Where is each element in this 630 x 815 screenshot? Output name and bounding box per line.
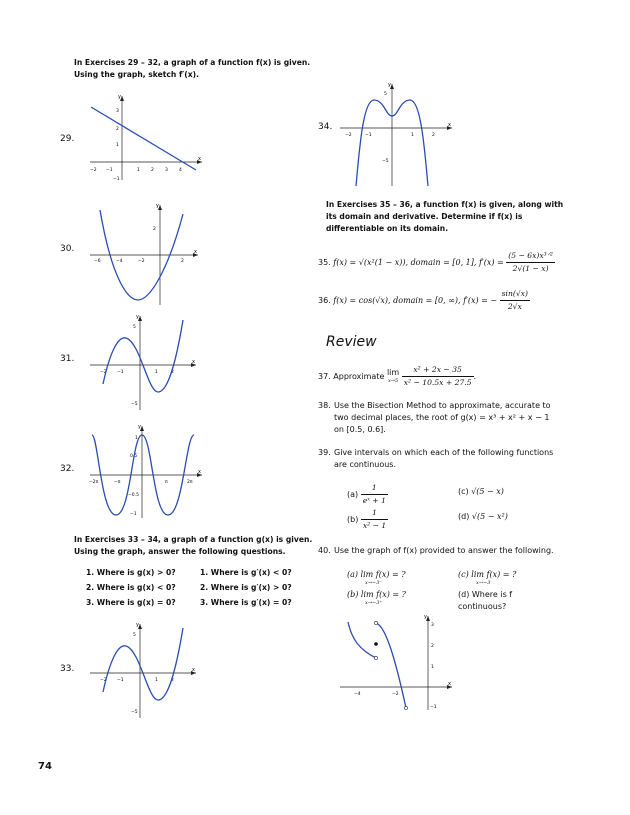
exercise-39d-expression: √(5 − x²) bbox=[471, 512, 508, 521]
svg-text:2: 2 bbox=[153, 227, 156, 232]
exercise-37 bbox=[318, 364, 578, 389]
svg-text:y: y bbox=[156, 203, 159, 209]
exercise-37-denominator: x² − 10.5x + 27.5 bbox=[403, 378, 472, 387]
svg-text:1: 1 bbox=[135, 436, 138, 441]
instructions-35-36: In Exercises 35 – 36, a function f(x) is given, along with its domain and derivative. Determine if f(x) is differentiable on its domain. bbox=[326, 200, 564, 233]
exercise-39b-numerator: 1 bbox=[361, 507, 388, 520]
exercise-39c-expression: √(5 − x) bbox=[471, 487, 504, 496]
svg-text:y: y bbox=[136, 622, 139, 628]
svg-text:y: y bbox=[424, 614, 427, 620]
svg-text:x: x bbox=[192, 667, 195, 673]
svg-text:5: 5 bbox=[384, 92, 387, 97]
svg-text:y: y bbox=[138, 424, 141, 430]
svg-text:−5: −5 bbox=[131, 402, 138, 407]
graph-31 bbox=[86, 312, 201, 412]
graph-30 bbox=[86, 200, 201, 310]
svg-text:−4: −4 bbox=[354, 692, 361, 697]
svg-text:−1: −1 bbox=[365, 133, 372, 138]
exercise-31-label: 31. bbox=[60, 354, 75, 364]
svg-text:5: 5 bbox=[133, 633, 136, 638]
svg-text:−0.5: −0.5 bbox=[128, 493, 139, 498]
questions-gprime bbox=[200, 565, 292, 610]
exercise-36-derivative-denominator: 2√x bbox=[507, 302, 522, 311]
exercise-40d: (d) Where is f continuous? bbox=[458, 590, 513, 611]
exercise-35-derivative-numerator: (5 − 6x)x³ᐟ² bbox=[506, 250, 555, 263]
exercise-37-lead: Approximate bbox=[333, 372, 385, 381]
svg-text:−1: −1 bbox=[130, 512, 137, 517]
exercise-30-label: 30. bbox=[60, 244, 75, 254]
svg-text:2: 2 bbox=[181, 259, 184, 264]
exercise-36 bbox=[318, 288, 578, 313]
svg-text:x: x bbox=[194, 249, 197, 255]
question-g-zero: 3. Where is g(x) = 0? bbox=[86, 598, 176, 607]
svg-text:3: 3 bbox=[116, 109, 119, 114]
exercise-39d bbox=[458, 511, 508, 523]
graph-32 bbox=[86, 420, 206, 520]
instructions-33-34: In Exercises 33 – 34, a graph of a function g(x) is given. Using the graph, answer the following questions. bbox=[74, 535, 313, 556]
exercise-40a-text: (a) lim f(x) = ? bbox=[347, 570, 406, 579]
exercise-40-text: Use the graph of f(x) provided to answer the following. bbox=[334, 546, 554, 555]
svg-text:2: 2 bbox=[171, 370, 174, 375]
graph-33 bbox=[86, 620, 201, 720]
svg-text:4: 4 bbox=[179, 168, 182, 173]
question-gprime-negative: 1. Where is g′(x) < 0? bbox=[200, 568, 292, 577]
question-gprime-zero: 3. Where is g′(x) = 0? bbox=[200, 598, 292, 607]
exercise-39d-label: (d) bbox=[458, 512, 470, 521]
svg-text:2: 2 bbox=[171, 678, 174, 683]
exercise-35 bbox=[318, 250, 578, 275]
exercise-40a-sub: x→−3⁻ bbox=[365, 580, 383, 586]
exercise-39b-denominator: x² − 1 bbox=[362, 521, 387, 530]
exercise-38-text: Use the Bisection Method to approximate, accurate to two decimal places, the root of g(x) = x³ + x² + x − 1 on [0.5, 0.6]. bbox=[334, 401, 551, 434]
exercise-29-label: 29. bbox=[60, 134, 75, 144]
svg-text:−1: −1 bbox=[106, 168, 113, 173]
svg-text:x: x bbox=[448, 681, 451, 687]
svg-text:x: x bbox=[192, 359, 195, 365]
svg-text:−5: −5 bbox=[382, 159, 389, 164]
exercise-40b-text: (b) lim f(x) = ? bbox=[347, 590, 406, 599]
svg-text:x: x bbox=[448, 122, 451, 128]
svg-text:−2π: −2π bbox=[89, 480, 99, 485]
svg-text:1: 1 bbox=[411, 133, 414, 138]
exercise-39b bbox=[347, 507, 388, 532]
svg-text:1: 1 bbox=[116, 143, 119, 148]
svg-text:−1: −1 bbox=[113, 177, 120, 182]
svg-text:−2: −2 bbox=[392, 692, 399, 697]
svg-text:0.5: 0.5 bbox=[130, 454, 138, 459]
exercise-37-numerator: x² + 2x − 35 bbox=[402, 364, 474, 377]
exercise-37-label: 37. bbox=[318, 372, 331, 381]
exercise-39c bbox=[458, 486, 504, 498]
exercise-38-label: 38. bbox=[318, 401, 331, 410]
exercise-36-derivative-numerator: sin(√x) bbox=[500, 288, 530, 301]
question-g-negative: 2. Where is g(x) < 0? bbox=[86, 583, 176, 592]
svg-text:π: π bbox=[165, 480, 168, 485]
svg-text:−1: −1 bbox=[117, 370, 124, 375]
svg-text:1: 1 bbox=[431, 665, 434, 670]
svg-text:5: 5 bbox=[133, 325, 136, 330]
svg-text:2: 2 bbox=[431, 644, 434, 649]
exercise-39a-label: (a) bbox=[347, 490, 359, 499]
exercise-40c bbox=[458, 569, 516, 586]
svg-text:x: x bbox=[198, 156, 201, 162]
exercise-34-label: 34. bbox=[318, 122, 333, 132]
svg-text:3: 3 bbox=[165, 168, 168, 173]
exercise-35-function: f(x) = √(x²(1 − x)), domain = [0, 1], f′(x) = bbox=[333, 258, 504, 267]
exercise-40b bbox=[347, 589, 406, 606]
svg-text:x: x bbox=[198, 469, 201, 475]
svg-text:2π: 2π bbox=[187, 480, 193, 485]
svg-text:y: y bbox=[118, 94, 121, 100]
exercise-39a-denominator: eˣ + 1 bbox=[362, 496, 386, 505]
svg-text:−1: −1 bbox=[117, 678, 124, 683]
question-g-positive: 1. Where is g(x) > 0? bbox=[86, 568, 176, 577]
graph-29 bbox=[86, 90, 206, 182]
svg-text:y: y bbox=[136, 314, 139, 320]
svg-text:−2: −2 bbox=[100, 678, 107, 683]
svg-text:1: 1 bbox=[137, 168, 140, 173]
svg-text:−6: −6 bbox=[94, 259, 101, 264]
svg-text:−2: −2 bbox=[138, 259, 145, 264]
exercise-35-label: 35. bbox=[318, 258, 331, 267]
svg-text:3: 3 bbox=[431, 623, 434, 628]
exercise-37-lim-sub: x→5 bbox=[387, 377, 399, 384]
svg-text:2: 2 bbox=[116, 127, 119, 132]
svg-text:1: 1 bbox=[155, 678, 158, 683]
exercise-36-label: 36. bbox=[318, 296, 331, 305]
svg-text:y: y bbox=[388, 82, 391, 88]
exercise-33-label: 33. bbox=[60, 664, 75, 674]
page-number: 74 bbox=[38, 761, 52, 772]
svg-text:1: 1 bbox=[155, 370, 158, 375]
svg-text:−2: −2 bbox=[90, 168, 97, 173]
svg-text:−2: −2 bbox=[345, 133, 352, 138]
svg-text:−4: −4 bbox=[116, 259, 123, 264]
svg-text:−2: −2 bbox=[100, 370, 107, 375]
svg-text:−5: −5 bbox=[131, 710, 138, 715]
exercise-40c-text: (c) lim f(x) = ? bbox=[458, 570, 517, 579]
exercise-40a bbox=[347, 569, 406, 586]
graph-40 bbox=[336, 612, 456, 712]
svg-text:2: 2 bbox=[432, 133, 435, 138]
exercise-39-label: 39. bbox=[318, 448, 331, 457]
exercise-39c-label: (c) bbox=[458, 487, 469, 496]
exercise-39a bbox=[347, 482, 388, 507]
review-heading: Review bbox=[326, 334, 377, 350]
exercise-40-label: 40. bbox=[318, 546, 331, 555]
exercise-39b-label: (b) bbox=[347, 515, 359, 524]
exercise-32-label: 32. bbox=[60, 464, 75, 474]
questions-g bbox=[86, 565, 176, 610]
graph-34 bbox=[336, 80, 456, 188]
exercise-40c-sub: x→−3 bbox=[476, 580, 491, 586]
svg-text:−π: −π bbox=[114, 480, 121, 485]
question-gprime-positive: 2. Where is g′(x) > 0? bbox=[200, 583, 292, 592]
svg-text:−1: −1 bbox=[430, 705, 437, 710]
instructions-29-32: In Exercises 29 – 32, a graph of a function f(x) is given. Using the graph, sketch f′(x). bbox=[74, 58, 311, 79]
exercise-39-text: Give intervals on which each of the following functions are continuous. bbox=[334, 448, 554, 469]
exercise-39a-numerator: 1 bbox=[361, 482, 388, 495]
exercise-35-derivative-denominator: 2√(1 − x) bbox=[512, 264, 549, 273]
svg-text:2: 2 bbox=[151, 168, 154, 173]
exercise-37-lim: lim bbox=[386, 367, 400, 377]
exercise-36-function: f(x) = cos(√x), domain = [0, ∞), f′(x) = − bbox=[333, 296, 498, 305]
exercise-40b-sub: x→−3⁺ bbox=[365, 600, 383, 606]
exercise-37-tail: . bbox=[473, 372, 477, 381]
